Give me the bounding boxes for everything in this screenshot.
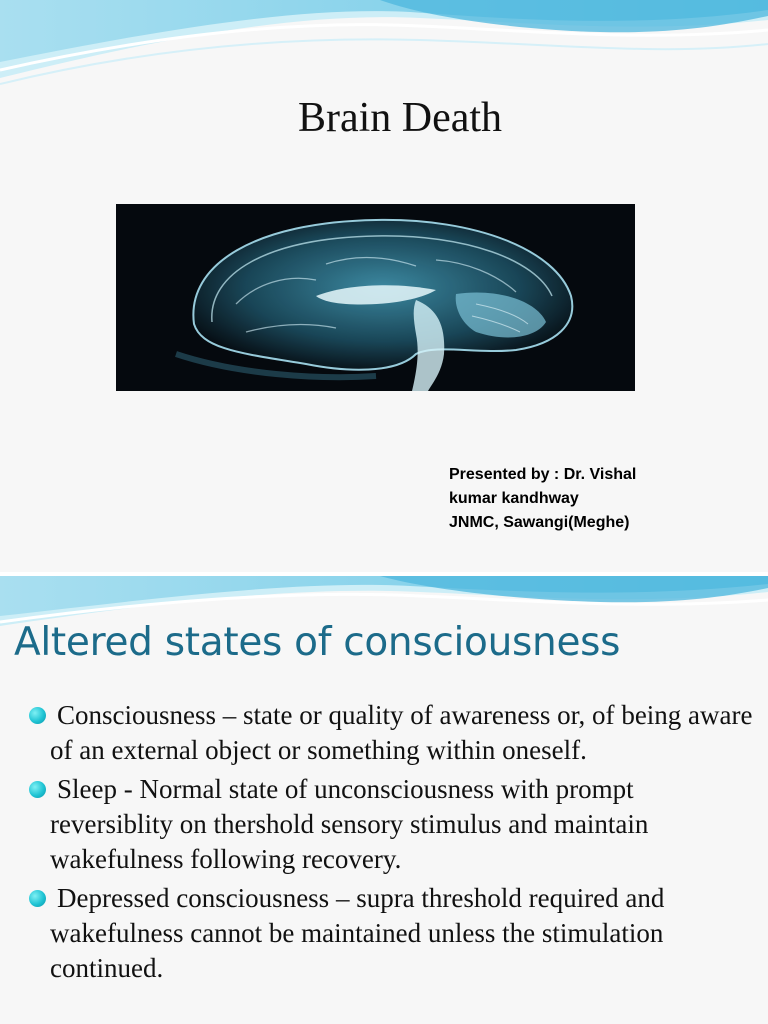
bullet-icon [29,781,46,798]
bullet-text: reversiblity on thershold sensory stimulus and maintain wakefulness following recovery. [50,809,649,874]
bullet-text: and wakefulness cannot be maintained unless the stimulation continued. [50,883,665,983]
bullet-text: being aware of an external object or something within oneself. [50,700,753,765]
presenter-line: JNMC, Sawangi(Meghe) [449,514,630,531]
presenter-line: kumar kandhway [449,490,579,507]
slide-title: Altered states of consciousness [14,620,621,665]
list-item [0,772,768,877]
bullet-text: Consciousness – state or quality of awareness or, of [57,700,615,730]
presenter-info [449,463,749,535]
brain-mri-image [116,204,635,391]
list-item [0,881,768,986]
presenter-line: Presented by : Dr. Vishal [449,466,637,483]
slide-title: Brain Death [297,95,503,141]
brain-mri-illustration [116,204,635,391]
bullet-icon [29,890,46,907]
bullet-text: Sleep - Normal state of unconsciousness with prompt [57,774,634,804]
bullet-text: Depressed consciousness – supra threshold required [57,883,619,913]
bullet-list [0,698,768,990]
bullet-icon [29,707,46,724]
list-item [0,698,768,768]
